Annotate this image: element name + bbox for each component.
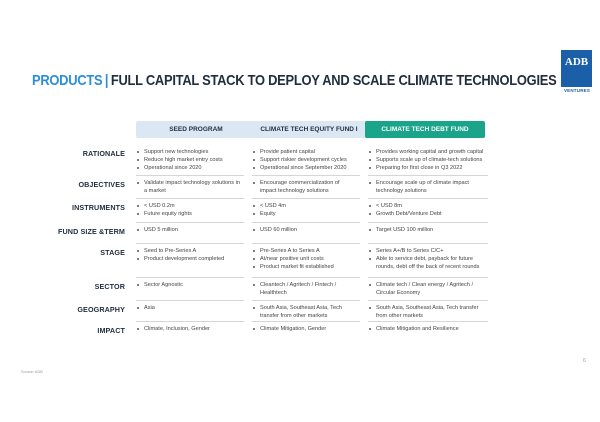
bullet-item: Climate Mitigation, Gender	[252, 325, 357, 333]
bullet-item: Provide patient capital	[252, 148, 357, 156]
table-cell	[252, 247, 357, 271]
bullet-item: Reduce high market entry costs	[136, 156, 241, 164]
table-cell	[252, 179, 357, 195]
row-label: IMPACT	[97, 326, 125, 335]
bullet-item: Support riskier development cycles	[252, 156, 357, 164]
bullet-item: Encourage commercialization of impact technology solutions	[252, 179, 357, 195]
bullet-item: South Asia, Southeast Asia, Tech transfer from other markets	[368, 304, 486, 320]
row-label: STAGE	[100, 248, 125, 257]
bullet-item: Product development completed	[136, 255, 241, 263]
adb-logo	[561, 50, 592, 87]
column-header-seed: SEED PROGRAM	[136, 121, 256, 138]
bullet-item: Equity	[252, 210, 357, 218]
table-cell	[368, 148, 486, 172]
row-divider	[136, 321, 244, 322]
bullet-item: Operational since September 2020	[252, 164, 357, 172]
bullet-item: Operational since 2020	[136, 164, 241, 172]
bullet-item: Product market fit established	[252, 263, 357, 271]
bullet-item: Future equity rights	[136, 210, 241, 218]
table-cell	[252, 281, 357, 297]
table-cell	[252, 304, 357, 320]
row-label: RATIONALE	[82, 149, 125, 158]
bullet-item: Climate Mitigation and Resilience	[368, 325, 486, 333]
bullet-item: USD 5 million	[136, 226, 241, 234]
bullet-item: At/near positive unit costs	[252, 255, 357, 263]
column-header-equity-fund: CLIMATE TECH EQUITY FUND I	[249, 121, 369, 138]
row-divider	[136, 222, 244, 223]
bullet-item: Cleantech / Agritech / Fintech / Healthtech	[252, 281, 357, 297]
table-cell	[136, 304, 241, 312]
table-cell	[136, 247, 241, 263]
title-accent: PRODUCTS	[32, 72, 103, 89]
table-cell	[368, 226, 486, 234]
bullet-item: < USD 0.2m	[136, 202, 241, 210]
table-cell	[252, 226, 357, 234]
bullet-item: Preparing for first close in Q3 2022	[368, 164, 486, 172]
row-divider	[252, 222, 360, 223]
row-label: SECTOR	[94, 282, 125, 291]
row-divider	[252, 198, 360, 199]
bullet-item: Growth Debt/Venture Debt	[368, 210, 486, 218]
table-cell	[252, 325, 357, 333]
table-cell	[136, 179, 241, 195]
row-divider	[252, 321, 360, 322]
row-divider	[252, 300, 360, 301]
row-divider	[136, 243, 244, 244]
table-cell	[368, 304, 486, 320]
row-divider	[368, 243, 488, 244]
row-divider	[136, 175, 244, 176]
table-cell	[136, 148, 241, 172]
bullet-item: Encourage scale up of climate impact technology solutions	[368, 179, 486, 195]
row-label: FUND SIZE &TERM	[58, 227, 125, 236]
bullet-item: Support new technologies	[136, 148, 241, 156]
bullet-item: Series A+/B to Series C/C+	[368, 247, 486, 255]
column-header-debt-fund: CLIMATE TECH DEBT FUND	[365, 121, 485, 138]
row-divider	[368, 222, 488, 223]
row-divider	[368, 321, 488, 322]
bullet-item: Seed to Pre-Series A	[136, 247, 241, 255]
page-number: 6	[583, 358, 586, 364]
logo-name: ADB	[564, 56, 589, 68]
row-divider	[252, 243, 360, 244]
page-title	[32, 72, 557, 89]
bullet-item: Pre-Series A to Series A	[252, 247, 357, 255]
bullet-item: Asia	[136, 304, 241, 312]
source-note: Source: ADB	[21, 370, 43, 374]
table-cell	[136, 281, 241, 289]
table-cell	[136, 226, 241, 234]
bullet-item: < USD 4m	[252, 202, 357, 210]
table-cell	[368, 281, 486, 297]
bullet-item: Target USD 100 million	[368, 226, 486, 234]
bullet-item: Validate impact technology solutions in a market	[136, 179, 241, 195]
bullet-item: Sector Agnostic	[136, 281, 241, 289]
bullet-item: South Asia, Southeast Asia, Tech transfer from other markets	[252, 304, 357, 320]
row-divider	[136, 277, 244, 278]
row-divider	[252, 277, 360, 278]
bullet-item: Climate, Inclusion, Gender	[136, 325, 241, 333]
row-divider	[368, 300, 488, 301]
row-divider	[368, 175, 488, 176]
row-label: GEOGRAPHY	[77, 305, 125, 314]
row-divider	[252, 175, 360, 176]
table-cell	[252, 148, 357, 172]
table-cell	[368, 202, 486, 218]
table-cell	[368, 325, 486, 333]
title-main: FULL CAPITAL STACK TO DEPLOY AND SCALE CLIMATE TECHNOLOGIES	[110, 72, 557, 89]
row-divider	[368, 198, 488, 199]
row-divider	[136, 198, 244, 199]
bullet-item: Supports scale up of climate-tech solutions	[368, 156, 486, 164]
table-cell	[368, 179, 486, 195]
row-label: INSTRUMENTS	[71, 203, 125, 212]
table-cell	[136, 202, 241, 218]
table-cell	[136, 325, 241, 333]
row-divider	[136, 300, 244, 301]
table-cell	[368, 247, 486, 271]
bullet-item: Climate tech / Clean energy / Agritech / Circular Economy	[368, 281, 486, 297]
row-divider	[368, 277, 488, 278]
bullet-item: USD 60 million	[252, 226, 357, 234]
bullet-item: Provides working capital and growth capital	[368, 148, 486, 156]
table-cell	[252, 202, 357, 218]
title-separator: |	[104, 72, 109, 89]
bullet-item: < USD 8m	[368, 202, 486, 210]
row-label: OBJECTIVES	[78, 180, 125, 189]
logo-subtitle: VENTURES	[563, 88, 591, 93]
bullet-item: Able to service debt, payback for future rounds, debt off the back of recent rounds	[368, 255, 486, 271]
